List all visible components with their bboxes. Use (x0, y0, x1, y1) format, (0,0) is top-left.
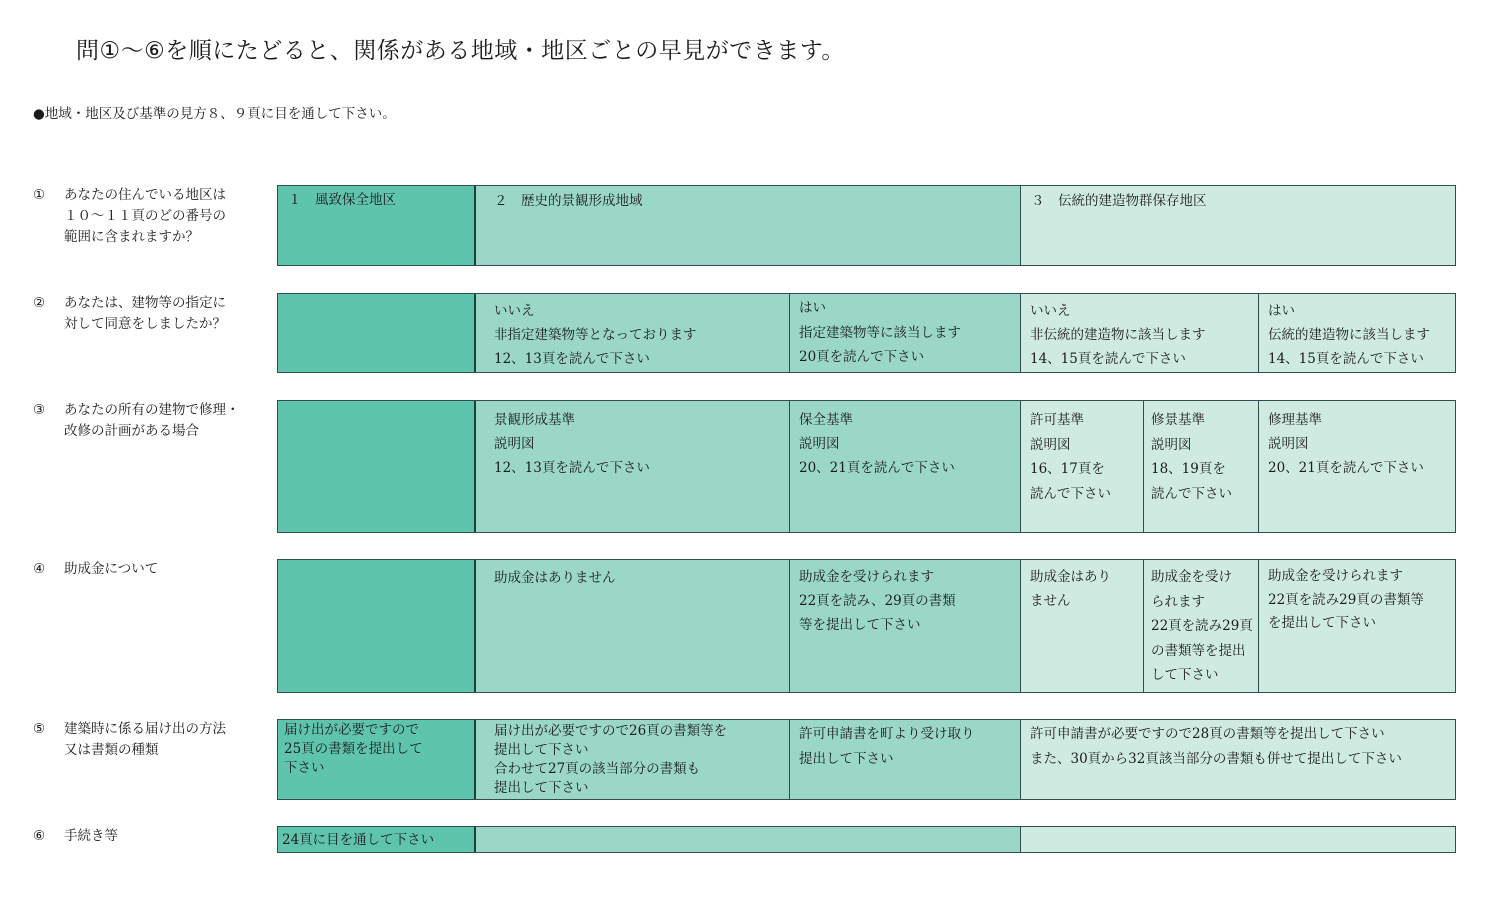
question-number: ④ (33, 561, 46, 577)
row-2-designation (277, 293, 1456, 373)
preservation-standard-cell: 保全基準 説明図 20、21頁を読んで下さい (789, 401, 1020, 532)
area-1-cell: １ 風致保全地区 (278, 186, 475, 265)
question-text: 建築時に係る届け出の方法 又は書類の種類 (64, 721, 226, 758)
row-4-subsidy (277, 559, 1456, 693)
row-3-repair-standards (277, 400, 1456, 533)
row-1-area-selection (277, 185, 1456, 266)
subsidy-available-cell: 助成金を受けられます 22頁を読み29頁の書類等 を提出して下さい (1258, 560, 1455, 692)
area-3-empty-cell (1020, 827, 1455, 852)
area-1-notification-cell: 届け出が必要ですので 25頁の書類を提出して 下さい (278, 720, 475, 799)
subsidy-available-cell: 助成金を受け られます 22頁を読み29頁 の書類等を提出 して下さい (1143, 560, 1259, 692)
no-subsidy-cell: 助成金はあり ません (1020, 560, 1144, 692)
repair-standard-cell: 修理基準 説明図 20、21頁を読んで下さい (1258, 401, 1455, 532)
question-text: あなたの住んでいる地区は １０〜１１頁のどの番号の 範囲に含まれますか？ (64, 187, 226, 245)
area-2-no-cell: いいえ 非指定建築物等となっております 12、13頁を読んで下さい (474, 294, 790, 372)
row-6-procedures (277, 826, 1456, 853)
area-2-empty-cell (474, 827, 1020, 852)
area-2-notification-cell: 届け出が必要ですので26頁の書類等を 提出して下さい 合わせて27頁の該当部分の書類も 提出して下さい (474, 720, 790, 799)
question-text: 助成金について (64, 561, 159, 577)
procedure-cell: 24頁に目を通して下さい (278, 827, 475, 852)
area-1-empty-cell (278, 401, 475, 532)
landscape-standard-cell: 景観形成基準 説明図 12、13頁を読んで下さい (474, 401, 790, 532)
no-subsidy-cell: 助成金はありません (474, 560, 790, 692)
area-2-cell: ２ 歴史的景観形成地域 (474, 186, 1020, 265)
area-1-empty-cell (278, 560, 475, 692)
question-number: ⑤ (33, 721, 46, 737)
question-number: ⑥ (33, 828, 46, 844)
note-text: ●地域・地区及び基準の見方８、９頁に目を通して下さい。 (33, 106, 396, 122)
row-5-notification (277, 719, 1456, 800)
permit-standard-cell: 許可基準 説明図 16、17頁を 読んで下さい (1020, 401, 1144, 532)
area-2-yes-cell: はい 指定建築物等に該当します 20頁を読んで下さい (789, 294, 1020, 372)
area-3-no-cell: いいえ 非伝統的建造物に該当します 14、15頁を読んで下さい (1020, 294, 1259, 372)
restoration-standard-cell: 修景基準 説明図 18、19頁を 読んで下さい (1143, 401, 1259, 532)
permit-application-cell: 許可申請書を町より受け取り 提出して下さい (789, 720, 1020, 799)
question-number: ① (33, 187, 46, 203)
permit-application-cell: 許可申請書が必要ですので28頁の書類等を提出して下さい また、30頁から32頁該当部分の書類も併せて提出して下さい (1020, 720, 1455, 799)
area-1-empty-cell (278, 294, 475, 372)
page-title: 問①〜⑥を順にたどると、関係がある地域・地区ごとの早見ができます。 (76, 38, 845, 64)
area-3-yes-cell: はい 伝統的建造物に該当します 14、15頁を読んで下さい (1258, 294, 1455, 372)
subsidy-available-cell: 助成金を受けられます 22頁を読み、29頁の書類 等を提出して下さい (789, 560, 1020, 692)
question-text: あなたは、建物等の指定に 対して同意をしましたか？ (64, 295, 226, 332)
question-text: あなたの所有の建物で修理・ 改修の計画がある場合 (64, 402, 240, 439)
question-number: ③ (33, 402, 46, 418)
area-3-cell: ３ 伝統的建造物群保存地区 (1020, 186, 1455, 265)
question-text: 手続き等 (64, 828, 118, 844)
question-number: ② (33, 295, 46, 311)
